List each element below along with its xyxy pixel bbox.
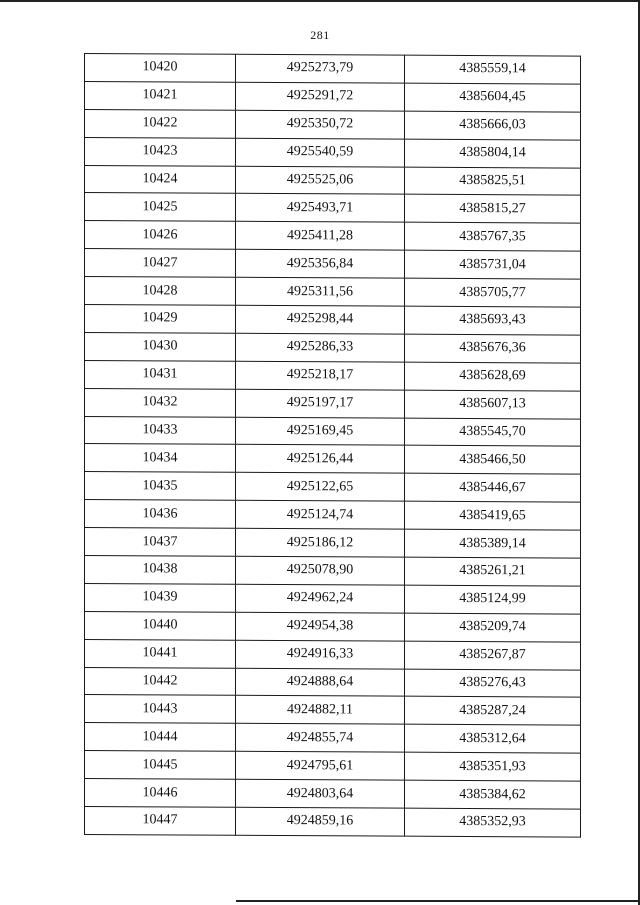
- y-coordinate-cell: 4385705,77: [405, 278, 581, 307]
- x-coordinate-cell: 4925078,90: [236, 556, 405, 585]
- x-coordinate-cell: 4925291,72: [236, 82, 405, 111]
- y-coordinate-cell: 4385384,62: [405, 780, 581, 809]
- x-coordinate-cell: 4925411,28: [236, 222, 405, 251]
- table-row: [85, 109, 581, 139]
- table-row: [85, 723, 581, 753]
- x-coordinate-cell: 4925298,44: [236, 305, 405, 334]
- x-coordinate-cell: 4924954,38: [236, 612, 405, 641]
- table-row: [85, 528, 581, 558]
- point-id-cell: 10441: [85, 639, 236, 668]
- x-coordinate-cell: 4924888,64: [236, 668, 405, 697]
- point-id-cell: 10440: [85, 611, 236, 640]
- x-coordinate-cell: 4925169,45: [236, 417, 405, 446]
- point-id-cell: 10439: [85, 583, 236, 612]
- coordinates-table-body: [85, 54, 581, 838]
- point-id-cell: 10426: [85, 221, 236, 250]
- x-coordinate-cell: 4924962,24: [236, 584, 405, 613]
- x-coordinate-cell: 4925197,17: [236, 389, 405, 418]
- point-id-cell: 10432: [85, 388, 236, 417]
- point-id-cell: 10430: [85, 332, 236, 361]
- x-coordinate-cell: 4925122,65: [236, 473, 405, 502]
- y-coordinate-cell: 4385545,70: [405, 418, 581, 447]
- y-coordinate-cell: 4385352,93: [405, 808, 581, 837]
- x-coordinate-cell: 4925218,17: [236, 361, 405, 390]
- y-coordinate-cell: 4385666,03: [405, 111, 581, 140]
- table-row: [85, 360, 581, 390]
- y-coordinate-cell: 4385804,14: [405, 139, 581, 168]
- table-row: [85, 249, 581, 279]
- point-id-cell: 10446: [85, 779, 236, 808]
- y-coordinate-cell: 4385628,69: [405, 362, 581, 391]
- page-number: 281: [310, 28, 330, 42]
- table-row: [85, 221, 581, 251]
- point-id-cell: 10429: [85, 305, 236, 334]
- x-coordinate-cell: 4925286,33: [236, 333, 405, 362]
- table-row: [85, 611, 581, 641]
- y-coordinate-cell: 4385276,43: [405, 669, 581, 698]
- table-row: [85, 472, 581, 502]
- table-row: [85, 500, 581, 530]
- table-row: [85, 137, 581, 167]
- y-coordinate-cell: 4385446,67: [405, 474, 581, 503]
- table-row: [85, 639, 581, 669]
- x-coordinate-cell: 4924882,11: [236, 696, 405, 725]
- page-bottom-border: [236, 900, 640, 902]
- point-id-cell: 10444: [85, 723, 236, 752]
- point-id-cell: 10421: [85, 81, 236, 110]
- point-id-cell: 10423: [85, 137, 236, 166]
- x-coordinate-cell: 4925350,72: [236, 110, 405, 139]
- point-id-cell: 10422: [85, 109, 236, 138]
- y-coordinate-cell: 4385267,87: [405, 641, 581, 670]
- point-id-cell: 10447: [85, 807, 236, 836]
- table-row: [85, 583, 581, 613]
- point-id-cell: 10420: [85, 54, 236, 83]
- table-row: [85, 444, 581, 474]
- table-row: [85, 81, 581, 111]
- point-id-cell: 10443: [85, 695, 236, 724]
- y-coordinate-cell: 4385124,99: [405, 585, 581, 614]
- x-coordinate-cell: 4924803,64: [236, 779, 405, 808]
- point-id-cell: 10434: [85, 444, 236, 473]
- y-coordinate-cell: 4385676,36: [405, 334, 581, 363]
- y-coordinate-cell: 4385693,43: [405, 306, 581, 335]
- table-row: [85, 388, 581, 418]
- table-row: [85, 416, 581, 446]
- point-id-cell: 10424: [85, 165, 236, 194]
- y-coordinate-cell: 4385559,14: [405, 55, 581, 84]
- table-row: [85, 305, 581, 335]
- x-coordinate-cell: 4925356,84: [236, 250, 405, 279]
- page-top-border: [0, 0, 640, 2]
- point-id-cell: 10436: [85, 500, 236, 529]
- point-id-cell: 10438: [85, 556, 236, 585]
- x-coordinate-cell: 4924795,61: [236, 752, 405, 781]
- y-coordinate-cell: 4385607,13: [405, 390, 581, 419]
- x-coordinate-cell: 4925540,59: [236, 138, 405, 167]
- y-coordinate-cell: 4385389,14: [405, 529, 581, 558]
- table-row: [85, 779, 581, 809]
- x-coordinate-cell: 4925124,74: [236, 501, 405, 530]
- x-coordinate-cell: 4925186,12: [236, 528, 405, 557]
- y-coordinate-cell: 4385604,45: [405, 83, 581, 112]
- x-coordinate-cell: 4924855,74: [236, 724, 405, 753]
- table-row: [85, 193, 581, 223]
- table-row: [85, 165, 581, 195]
- x-coordinate-cell: 4924859,16: [236, 807, 405, 836]
- point-id-cell: 10435: [85, 472, 236, 501]
- x-coordinate-cell: 4925273,79: [236, 54, 405, 83]
- table-row: [85, 332, 581, 362]
- y-coordinate-cell: 4385312,64: [405, 725, 581, 754]
- point-id-cell: 10431: [85, 360, 236, 389]
- y-coordinate-cell: 4385466,50: [405, 446, 581, 475]
- point-id-cell: 10442: [85, 667, 236, 696]
- y-coordinate-cell: 4385351,93: [405, 752, 581, 781]
- point-id-cell: 10428: [85, 277, 236, 306]
- point-id-cell: 10427: [85, 249, 236, 278]
- y-coordinate-cell: 4385419,65: [405, 501, 581, 530]
- point-id-cell: 10433: [85, 416, 236, 445]
- table-row: [85, 556, 581, 586]
- x-coordinate-cell: 4924916,33: [236, 640, 405, 669]
- y-coordinate-cell: 4385209,74: [405, 613, 581, 642]
- x-coordinate-cell: 4925311,56: [236, 277, 405, 306]
- y-coordinate-cell: 4385815,27: [405, 195, 581, 224]
- table-row: [85, 751, 581, 781]
- coordinates-table: [84, 53, 581, 838]
- x-coordinate-cell: 4925493,71: [236, 194, 405, 223]
- table-row: [85, 277, 581, 307]
- table-row: [85, 807, 581, 837]
- y-coordinate-cell: 4385261,21: [405, 557, 581, 586]
- table-row: [85, 54, 581, 84]
- y-coordinate-cell: 4385825,51: [405, 167, 581, 196]
- y-coordinate-cell: 4385767,35: [405, 223, 581, 252]
- point-id-cell: 10425: [85, 193, 236, 222]
- x-coordinate-cell: 4925126,44: [236, 445, 405, 474]
- table-row: [85, 695, 581, 725]
- y-coordinate-cell: 4385731,04: [405, 250, 581, 279]
- point-id-cell: 10437: [85, 528, 236, 557]
- y-coordinate-cell: 4385287,24: [405, 697, 581, 726]
- x-coordinate-cell: 4925525,06: [236, 166, 405, 195]
- table-row: [85, 667, 581, 697]
- point-id-cell: 10445: [85, 751, 236, 780]
